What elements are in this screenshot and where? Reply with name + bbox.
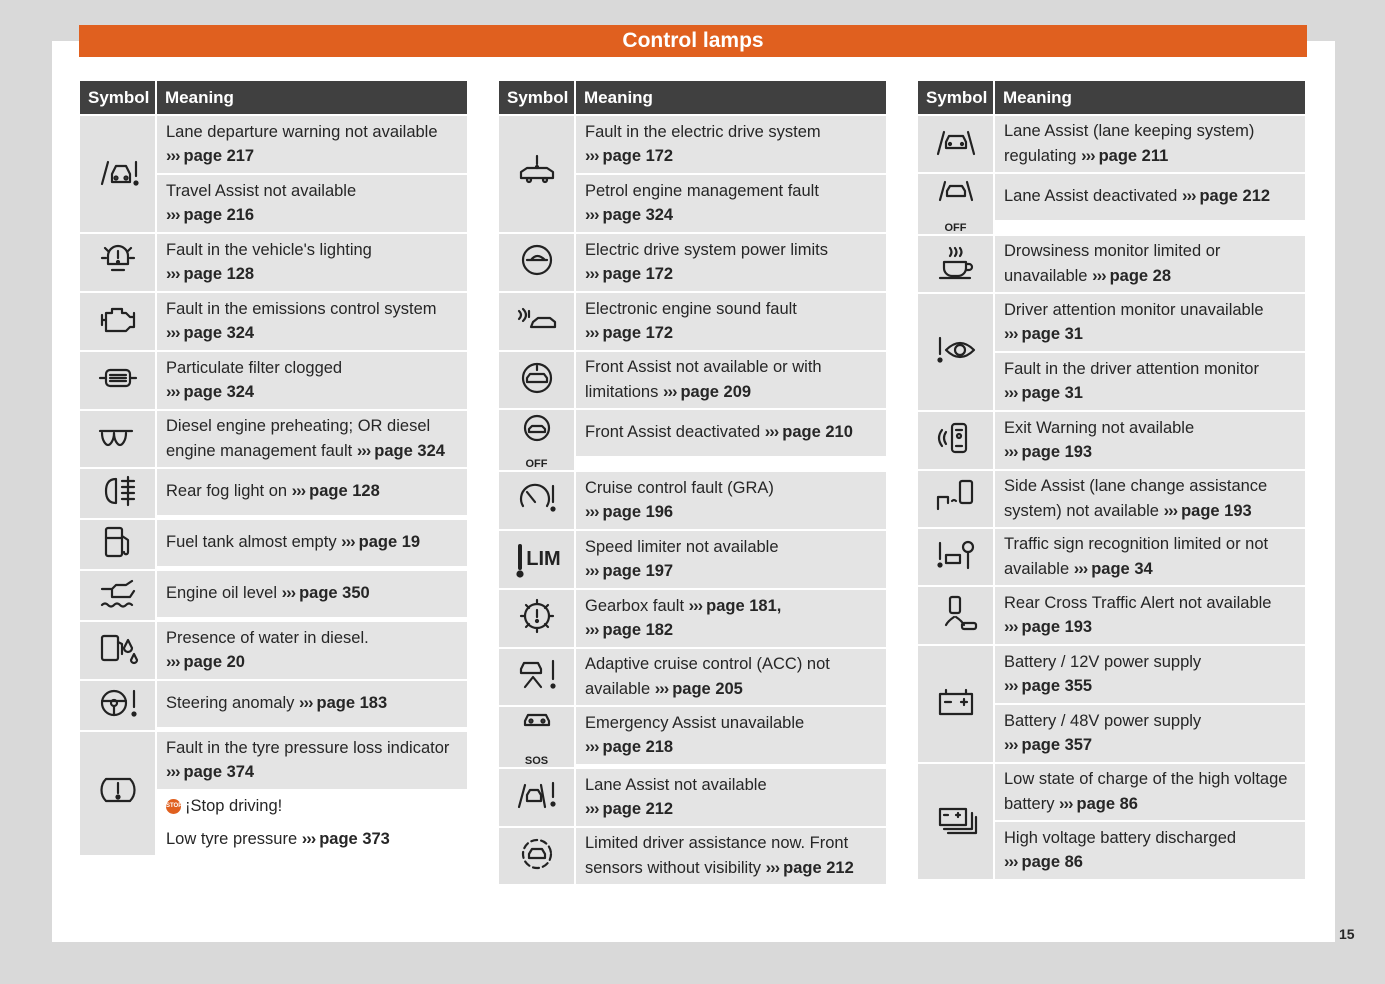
symbol-cell: [499, 293, 574, 350]
table-row: [499, 293, 886, 350]
symbol-cell: [918, 646, 993, 762]
symbol-cell: [499, 352, 574, 408]
meaning-cell: [157, 732, 467, 855]
list-item: Diesel engine preheating; OR diesel engine management fault ››› page 324: [157, 411, 467, 467]
header-symbol: Symbol: [80, 81, 155, 114]
page-reference[interactable]: ››› page 128: [291, 482, 380, 501]
symbol-cell: [918, 587, 993, 644]
lane-departure-warning-icon-svg: [96, 150, 140, 194]
symbol-cell: [80, 622, 155, 679]
meaning-cell: [576, 828, 886, 884]
meaning-cell: [995, 646, 1305, 762]
driver-attention-icon-svg: [934, 328, 978, 372]
symbol-cell: [80, 732, 155, 855]
table-row: [918, 236, 1305, 292]
page-reference[interactable]: ››› page 212: [585, 800, 674, 818]
fuel-tank-icon-svg: [96, 520, 140, 564]
meaning-cell: [576, 116, 886, 232]
driver-assistance-limited-icon: [515, 832, 559, 881]
engine-oil-level-icon-svg: [96, 571, 140, 615]
table-row: [499, 769, 886, 826]
electric-drive-fault-icon: [515, 150, 559, 199]
table-row: [499, 116, 886, 232]
list-item: Electric drive system power limits ››› page 172: [576, 234, 886, 291]
table-row: [80, 622, 467, 679]
list-item: Front Assist not available or with limitations ››› page 209: [576, 352, 886, 408]
meaning-cell: [157, 681, 467, 730]
table-row: [80, 411, 467, 467]
lane-assist-off-icon-svg: [934, 174, 978, 218]
table-row: [80, 293, 467, 350]
rear-fog-light-icon-svg: [96, 469, 140, 513]
meaning-cell: [576, 531, 886, 588]
drive-power-limit-icon: [515, 238, 559, 287]
list-item: Rear Cross Traffic Alert not available ››› page 193: [995, 587, 1305, 644]
engine-sound-fault-icon-svg: [515, 297, 559, 341]
table-row: [918, 587, 1305, 644]
symbol-cell: [80, 681, 155, 730]
emergency-assist-icon-svg: [515, 707, 559, 751]
vehicle-lighting-fault-icon: [96, 238, 140, 287]
page-reference[interactable]: ››› page 374: [166, 763, 255, 781]
table-row: [80, 469, 467, 518]
list-item: Traffic sign recognition limited or not available ››› page 34: [995, 529, 1305, 585]
water-in-diesel-icon: [96, 626, 140, 675]
meaning-cell: [576, 590, 886, 647]
page-reference[interactable]: ››› page 172: [585, 265, 674, 283]
control-lamps-table-1: [80, 81, 467, 857]
gearbox-fault-icon-svg: [515, 594, 559, 638]
steering-anomaly-icon-svg: [96, 681, 140, 725]
page-reference[interactable]: ››› page 350: [281, 584, 370, 603]
front-assist-off-icon: [515, 410, 559, 459]
list-item: Fault in the emissions control system ››› page 324: [157, 293, 467, 350]
list-item: Speed limiter not available ››› page 197: [576, 531, 886, 588]
table-row: [499, 828, 886, 884]
table-header: [80, 81, 467, 114]
meaning-cell: [995, 529, 1305, 585]
table-row: [499, 352, 886, 408]
exit-warning-icon-svg: [934, 416, 978, 460]
list-item: Emergency Assist unavailable ››› page 218: [576, 707, 886, 764]
meaning-cell: [157, 520, 467, 569]
page-reference[interactable]: ››› page 31: [1004, 325, 1083, 343]
rear-cross-traffic-icon: [934, 591, 978, 640]
lane-assist-icon-svg: [934, 120, 978, 164]
lane-assist-fault-icon-svg: [515, 773, 559, 817]
meaning-cell: [576, 293, 886, 350]
symbol-cell: [918, 294, 993, 410]
page-reference[interactable]: ››› page 212: [1181, 187, 1271, 206]
list-item: Rear fog light on ››› page 128: [157, 469, 467, 515]
list-item: Battery / 48V power supply ››› page 357: [995, 705, 1305, 762]
front-assist-icon: [515, 356, 559, 405]
page-reference[interactable]: ››› page 181,: [688, 596, 782, 615]
lim-label: LIM: [526, 548, 561, 570]
lane-departure-warning-icon: [96, 150, 140, 199]
header-meaning: Meaning: [995, 81, 1305, 114]
list-item: Side Assist (lane change assistance system) not available ››› page 193: [995, 471, 1305, 527]
list-item: Limited driver assistance now. Front sensors without visibility ››› page 212: [576, 828, 886, 884]
table-row: [918, 174, 1305, 234]
list-item: STOP ¡Stop driving! Low tyre pressure ››› page 373: [157, 791, 467, 855]
symbol-cell: [499, 472, 574, 529]
symbol-cell: [918, 236, 993, 292]
symbol-cell: [80, 116, 155, 232]
meaning-cell: [576, 234, 886, 291]
engine-oil-level-icon: [96, 571, 140, 620]
header-symbol: Symbol: [918, 81, 993, 114]
meaning-cell: [157, 352, 467, 409]
driver-assistance-limited-icon-svg: [515, 832, 559, 876]
page-reference[interactable]: ››› page 212: [765, 858, 854, 877]
page-reference[interactable]: ››› page 209: [662, 382, 752, 401]
drowsiness-monitor-icon: [934, 240, 978, 289]
speed-limiter-icon-svg: [512, 538, 526, 582]
emissions-control-icon-svg: [96, 297, 140, 341]
meaning-cell: [995, 412, 1305, 469]
particulate-filter-icon: [96, 356, 140, 405]
list-item: Petrol engine management fault ››› page 324: [576, 175, 886, 232]
traffic-sign-icon-svg: [934, 533, 978, 577]
emergency-assist-icon: [515, 707, 559, 756]
control-lamps-table-2: [499, 81, 886, 886]
meaning-cell: [995, 587, 1305, 644]
fuel-tank-icon: [96, 520, 140, 569]
symbol-cell: [499, 531, 574, 588]
symbol-cell: [499, 707, 574, 767]
cruise-control-fault-icon: [515, 476, 559, 525]
traffic-sign-icon: [934, 533, 978, 582]
symbol-cell: [918, 174, 993, 234]
page-reference[interactable]: ››› page 86: [1004, 853, 1083, 871]
meaning-cell: [995, 294, 1305, 410]
page-reference[interactable]: ››› page 128: [166, 265, 255, 283]
page-reference[interactable]: ››› page 355: [1004, 677, 1093, 695]
list-item: Front Assist deactivated ››› page 210: [576, 410, 886, 456]
meaning-cell: [157, 411, 467, 467]
page-reference[interactable]: ››› page 182: [585, 621, 674, 639]
symbol-cell: [499, 828, 574, 884]
page-reference[interactable]: ››› page 216: [166, 206, 255, 224]
page-reference[interactable]: ››› page 357: [1004, 736, 1093, 754]
symbol-cell: [499, 649, 574, 705]
side-assist-icon-svg: [934, 475, 978, 519]
page-number: 15: [1339, 926, 1355, 942]
meaning-cell: [576, 649, 886, 705]
page-reference[interactable]: ››› page 210: [764, 423, 853, 442]
symbol-cell: [499, 410, 574, 470]
list-item: Particulate filter clogged ››› page 324: [157, 352, 467, 409]
icon-label: SOS: [524, 755, 549, 767]
list-item: Fuel tank almost empty ››› page 19: [157, 520, 467, 566]
page-reference[interactable]: ››› page 28: [1092, 266, 1172, 285]
meaning-cell: [995, 764, 1305, 879]
list-item: Engine oil level ››› page 350: [157, 571, 467, 617]
symbol-cell: [80, 571, 155, 620]
symbol-cell: [499, 234, 574, 291]
page-reference[interactable]: ››› page 193: [1004, 443, 1093, 461]
side-assist-icon: [934, 475, 978, 524]
symbol-cell: [499, 116, 574, 232]
table-header: [499, 81, 886, 114]
table-row: [499, 234, 886, 291]
driver-attention-icon: [934, 328, 978, 377]
front-assist-off-icon-svg: [515, 410, 559, 454]
page-reference[interactable]: ››› page 211: [1081, 146, 1169, 165]
list-item: Cruise control fault (GRA) ››› page 196: [576, 472, 886, 529]
meaning-cell: [157, 293, 467, 350]
meaning-cell: [576, 472, 886, 529]
table-row: [80, 352, 467, 409]
control-lamps-table-3: [918, 81, 1305, 881]
icon-label: OFF: [944, 222, 967, 234]
table-row: [499, 472, 886, 529]
page-reference[interactable]: ››› page 324: [166, 324, 255, 342]
symbol-cell: [80, 352, 155, 409]
list-item: Gearbox fault ››› page 181, ››› page 182: [576, 590, 886, 647]
list-item: High voltage battery discharged ››› page 86: [995, 822, 1305, 879]
meaning-cell: [576, 707, 886, 767]
lane-assist-fault-icon: [515, 773, 559, 822]
page-reference[interactable]: ››› page 31: [1004, 384, 1083, 402]
symbol-cell: [80, 234, 155, 291]
page-reference[interactable]: ››› page 86: [1059, 794, 1138, 813]
icon-label: OFF: [525, 458, 548, 470]
meaning-cell: [995, 174, 1305, 234]
table-row: [499, 410, 886, 470]
symbol-cell: [499, 590, 574, 647]
lane-assist-off-icon: [934, 174, 978, 223]
list-item: Adaptive cruise control (ACC) not available ››› page 205: [576, 649, 886, 705]
list-item: Battery / 12V power supply ››› page 355: [995, 646, 1305, 703]
list-item: Lane Assist deactivated ››› page 212: [995, 174, 1305, 220]
page-reference[interactable]: ››› page 20: [166, 653, 245, 671]
adaptive-cruise-icon-svg: [515, 653, 559, 697]
stop-icon: STOP: [166, 799, 181, 814]
page-reference[interactable]: ››› page 373: [301, 829, 390, 848]
page-reference[interactable]: ››› page 196: [585, 503, 674, 521]
table-row: [918, 646, 1305, 762]
table-row: [918, 412, 1305, 469]
header-symbol: Symbol: [499, 81, 574, 114]
page-reference[interactable]: ››› page 205: [654, 679, 743, 698]
page-reference[interactable]: ››› page 324: [356, 441, 445, 460]
list-item: Fault in the electric drive system ››› page 172: [576, 116, 886, 173]
meaning-cell: [157, 622, 467, 679]
symbol-cell: [80, 469, 155, 518]
meaning-cell: [995, 236, 1305, 292]
adaptive-cruise-icon: [515, 653, 559, 702]
diesel-preheating-icon: [96, 415, 140, 464]
list-item: Presence of water in diesel. ››› page 20: [157, 622, 467, 679]
list-item: Lane departure warning not available ››› page 217: [157, 116, 467, 173]
meaning-cell: [576, 769, 886, 826]
table-row: [80, 681, 467, 730]
lane-assist-icon: [934, 120, 978, 169]
steering-anomaly-icon: [96, 681, 140, 730]
rear-cross-traffic-icon-svg: [934, 591, 978, 635]
emissions-control-icon: [96, 297, 140, 346]
electric-drive-fault-icon-svg: [515, 150, 559, 194]
exit-warning-icon: [934, 416, 978, 465]
page-reference[interactable]: ››› page 172: [585, 147, 674, 165]
page-reference[interactable]: ››› page 324: [585, 206, 674, 224]
table-row: [80, 520, 467, 569]
symbol-cell: [80, 293, 155, 350]
symbol-cell: [918, 764, 993, 879]
table-row: [499, 590, 886, 647]
list-item: Exit Warning not available ››› page 193: [995, 412, 1305, 469]
meaning-cell: [995, 116, 1305, 172]
list-item: Fault in the tyre pressure loss indicator ››› page 374: [157, 732, 467, 789]
list-item: Lane Assist not available ››› page 212: [576, 769, 886, 826]
table-row: [918, 529, 1305, 585]
battery-icon: [934, 680, 978, 729]
list-item: Electronic engine sound fault ››› page 172: [576, 293, 886, 350]
table-row: [499, 649, 886, 705]
tyre-pressure-icon: [96, 769, 140, 818]
vehicle-lighting-fault-icon-svg: [96, 238, 140, 282]
high-voltage-battery-icon-svg: [934, 797, 978, 841]
list-item: Drowsiness monitor limited or unavailable ››› page 28: [995, 236, 1305, 292]
page-reference[interactable]: ››› page 193: [1004, 618, 1093, 636]
table-row: [80, 234, 467, 291]
table-row: [499, 707, 886, 767]
table-row: [918, 764, 1305, 879]
symbol-cell: [918, 529, 993, 585]
list-item: Low state of charge of the high voltage battery ››› page 86: [995, 764, 1305, 820]
diesel-preheating-icon-svg: [96, 415, 140, 459]
table-row: [918, 294, 1305, 410]
cruise-control-fault-icon-svg: [515, 476, 559, 520]
page-title: Control lamps: [79, 25, 1307, 57]
rear-fog-light-icon: [96, 469, 140, 518]
meaning-cell: [157, 571, 467, 620]
header-meaning: Meaning: [157, 81, 467, 114]
symbol-cell: [918, 412, 993, 469]
page-reference[interactable]: ››› page 172: [585, 324, 674, 342]
symbol-cell: [499, 769, 574, 826]
particulate-filter-icon-svg: [96, 356, 140, 400]
front-assist-icon-svg: [515, 356, 559, 400]
page-reference[interactable]: ››› page 217: [166, 147, 255, 165]
list-item: Steering anomaly ››› page 183: [157, 681, 467, 727]
list-item: Lane Assist (lane keeping system) regulating ››› page 211: [995, 116, 1305, 172]
meaning-cell: [576, 410, 886, 470]
engine-sound-fault-icon: [515, 297, 559, 346]
header-meaning: Meaning: [576, 81, 886, 114]
meaning-cell: [157, 116, 467, 232]
table-row: [80, 571, 467, 620]
list-item: Fault in the driver attention monitor ››› page 31: [995, 353, 1305, 410]
high-voltage-battery-icon: [934, 797, 978, 846]
page-reference[interactable]: ››› page 19: [341, 533, 421, 552]
battery-icon-svg: [934, 680, 978, 724]
page-reference[interactable]: ››› page 34: [1073, 559, 1153, 578]
symbol-cell: [80, 520, 155, 569]
meaning-cell: [157, 469, 467, 518]
symbol-cell: [918, 116, 993, 172]
tyre-pressure-icon-svg: [96, 769, 140, 813]
list-item: Travel Assist not available ››› page 216: [157, 175, 467, 232]
gearbox-fault-icon: [515, 594, 559, 643]
table-row: [80, 116, 467, 232]
table-row: [80, 732, 467, 855]
symbol-cell: [80, 411, 155, 467]
water-in-diesel-icon-svg: [96, 626, 140, 670]
symbol-cell: [918, 471, 993, 527]
meaning-cell: [157, 234, 467, 291]
page-reference[interactable]: ››› page 183: [299, 694, 388, 713]
list-item: Fault in the vehicle's lighting ››› page 128: [157, 234, 467, 291]
page-reference[interactable]: ››› page 197: [585, 562, 674, 580]
drive-power-limit-icon-svg: [515, 238, 559, 282]
table-header: [918, 81, 1305, 114]
list-item: Driver attention monitor unavailable ››› page 31: [995, 294, 1305, 351]
meaning-cell: [576, 352, 886, 408]
meaning-cell: [995, 471, 1305, 527]
table-row: [918, 471, 1305, 527]
page-reference[interactable]: ››› page 324: [166, 383, 255, 401]
page-reference[interactable]: ››› page 218: [585, 738, 674, 756]
table-row: [918, 116, 1305, 172]
drowsiness-monitor-icon-svg: [934, 240, 978, 284]
table-row: [499, 531, 886, 588]
page-reference[interactable]: ››› page 193: [1163, 501, 1252, 520]
